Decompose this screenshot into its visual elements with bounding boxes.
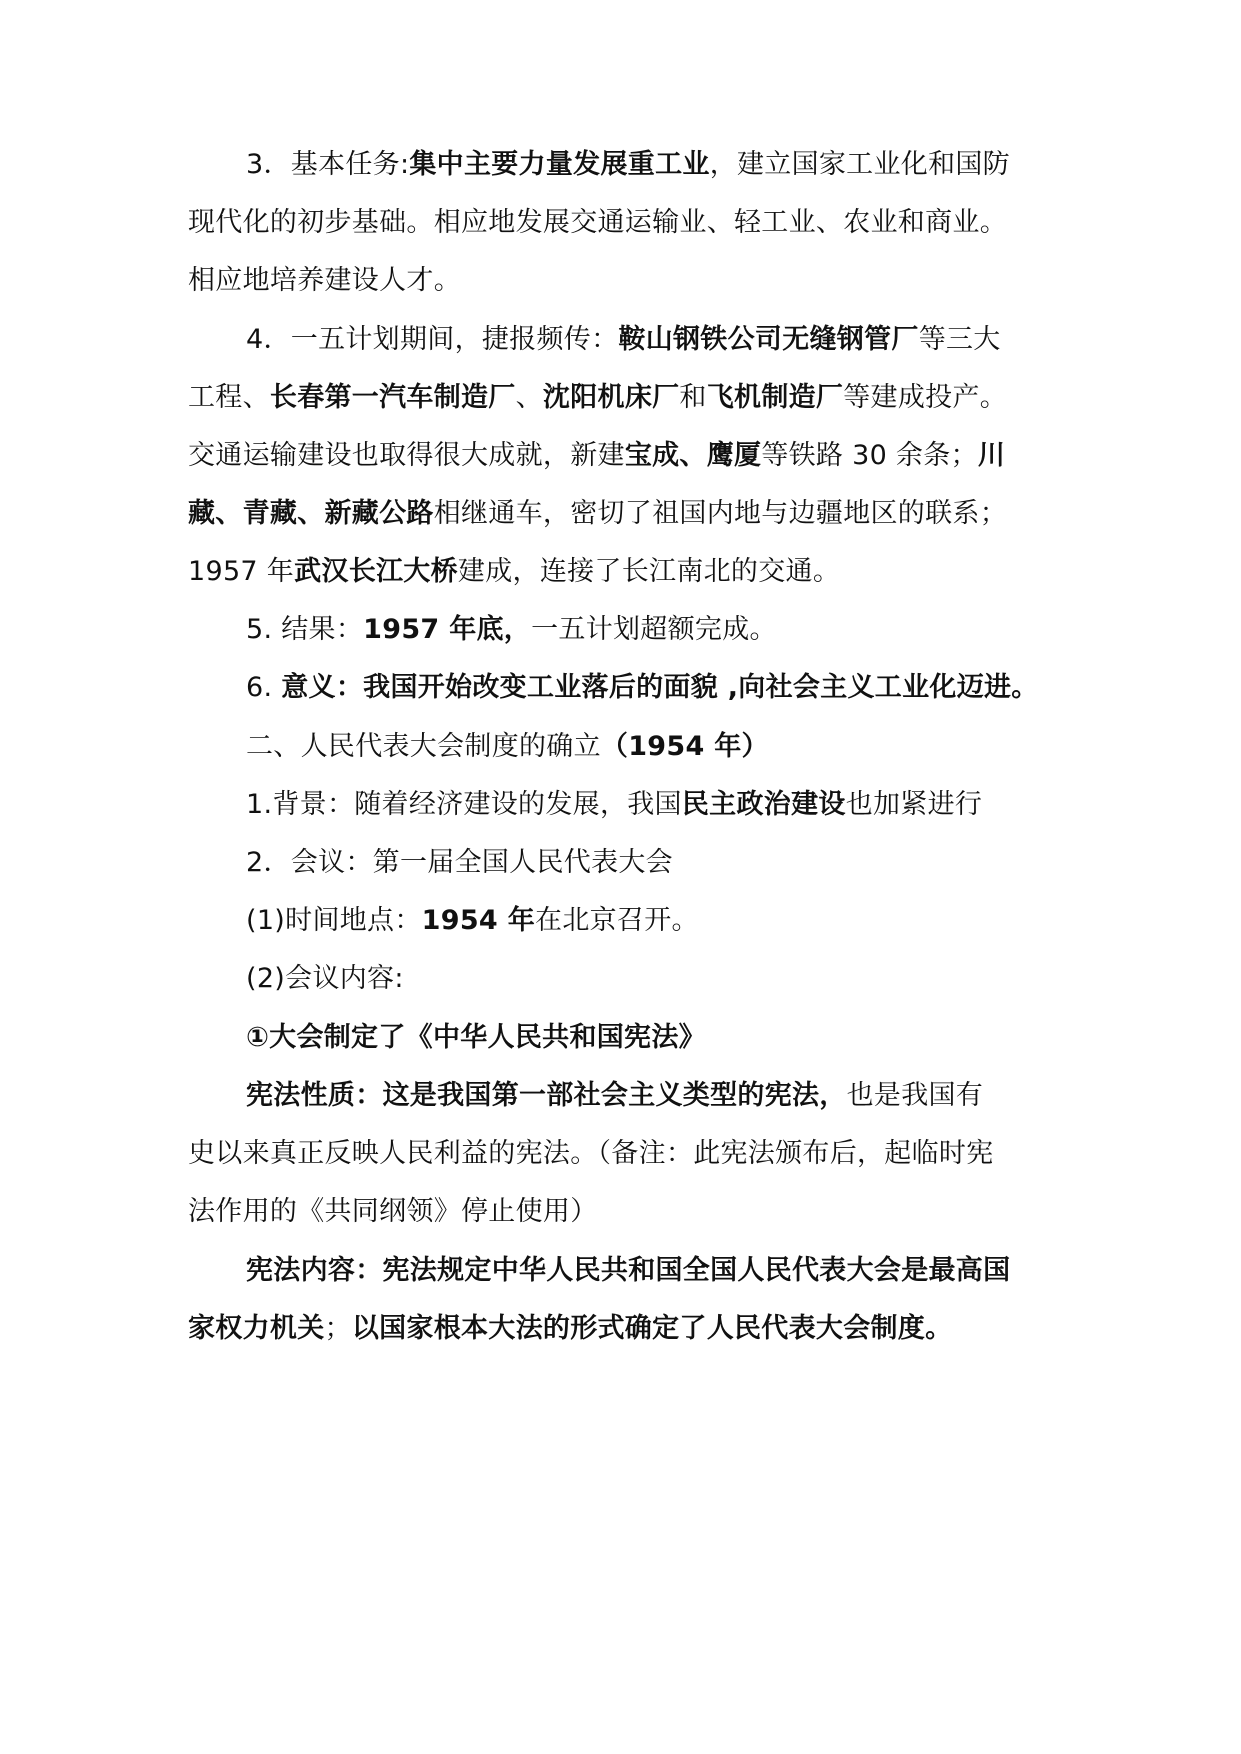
paragraph-constitution-nature-line3: 法作用的《共同纲领》停止使用） — [188, 1196, 598, 1227]
paragraph-achievements-line5: 1957 年武汉长江大桥建成，连接了长江南北的交通。 — [188, 556, 841, 587]
paragraph-time-place: (1)时间地点：1954 年在北京召开。 — [246, 905, 699, 936]
paragraph-meeting-content: (2)会议内容: — [246, 963, 404, 994]
paragraph-basic-task-line3: 相应地培养建设人才。 — [188, 265, 461, 296]
paragraph-result: 5. 结果：1957 年底，一五计划超额完成。 — [246, 614, 777, 645]
paragraph-significance: 6. 意义：我国开始改变工业落后的面貌 ,向社会主义工业化迈进。 — [246, 672, 1039, 703]
paragraph-constitution-content-line2: 家权力机关；以国家根本大法的形式确定了人民代表大会制度。 — [188, 1313, 953, 1344]
paragraph-basic-task-line2: 现代化的初步基础。相应地发展交通运输业、轻工业、农业和商业。 — [188, 207, 1007, 238]
paragraph-constitution-content-line1: 宪法内容：宪法规定中华人民共和国全国人民代表大会是最高国 — [246, 1255, 1011, 1286]
paragraph-achievements-line4: 藏、青藏、新藏公路相继通车，密切了祖国内地与边疆地区的联系； — [188, 498, 1008, 529]
paragraph-achievements-line2: 工程、长春第一汽车制造厂、沈阳机床厂和飞机制造厂等建成投产。 — [188, 382, 1008, 413]
section-heading-peoples-congress: 二、人民代表大会制度的确立（1954 年） — [246, 731, 769, 762]
paragraph-constitution-nature-line2: 史以来真正反映人民利益的宪法。（备注：此宪法颁布后，起临时宪 — [188, 1138, 994, 1169]
paragraph-achievements-line3: 交通运输建设也取得很大成就，新建宝成、鹰厦等铁路 30 余条；川 — [188, 440, 1006, 471]
paragraph-achievements-line1: 4．一五计划期间，捷报频传：鞍山钢铁公司无缝钢管厂等三大 — [246, 324, 1001, 355]
paragraph-constitution-point: ①大会制定了《中华人民共和国宪法》 — [246, 1022, 706, 1053]
paragraph-basic-task-line1: 3．基本任务:集中主要力量发展重工业，建立国家工业化和国防 — [246, 149, 1010, 180]
paragraph-meeting: 2．会议：第一届全国人民代表大会 — [246, 847, 673, 878]
paragraph-constitution-nature-line1: 宪法性质：这是我国第一部社会主义类型的宪法，也是我国有 — [246, 1080, 984, 1111]
paragraph-background: 1.背景：随着经济建设的发展，我国民主政治建设也加紧进行 — [246, 789, 983, 820]
